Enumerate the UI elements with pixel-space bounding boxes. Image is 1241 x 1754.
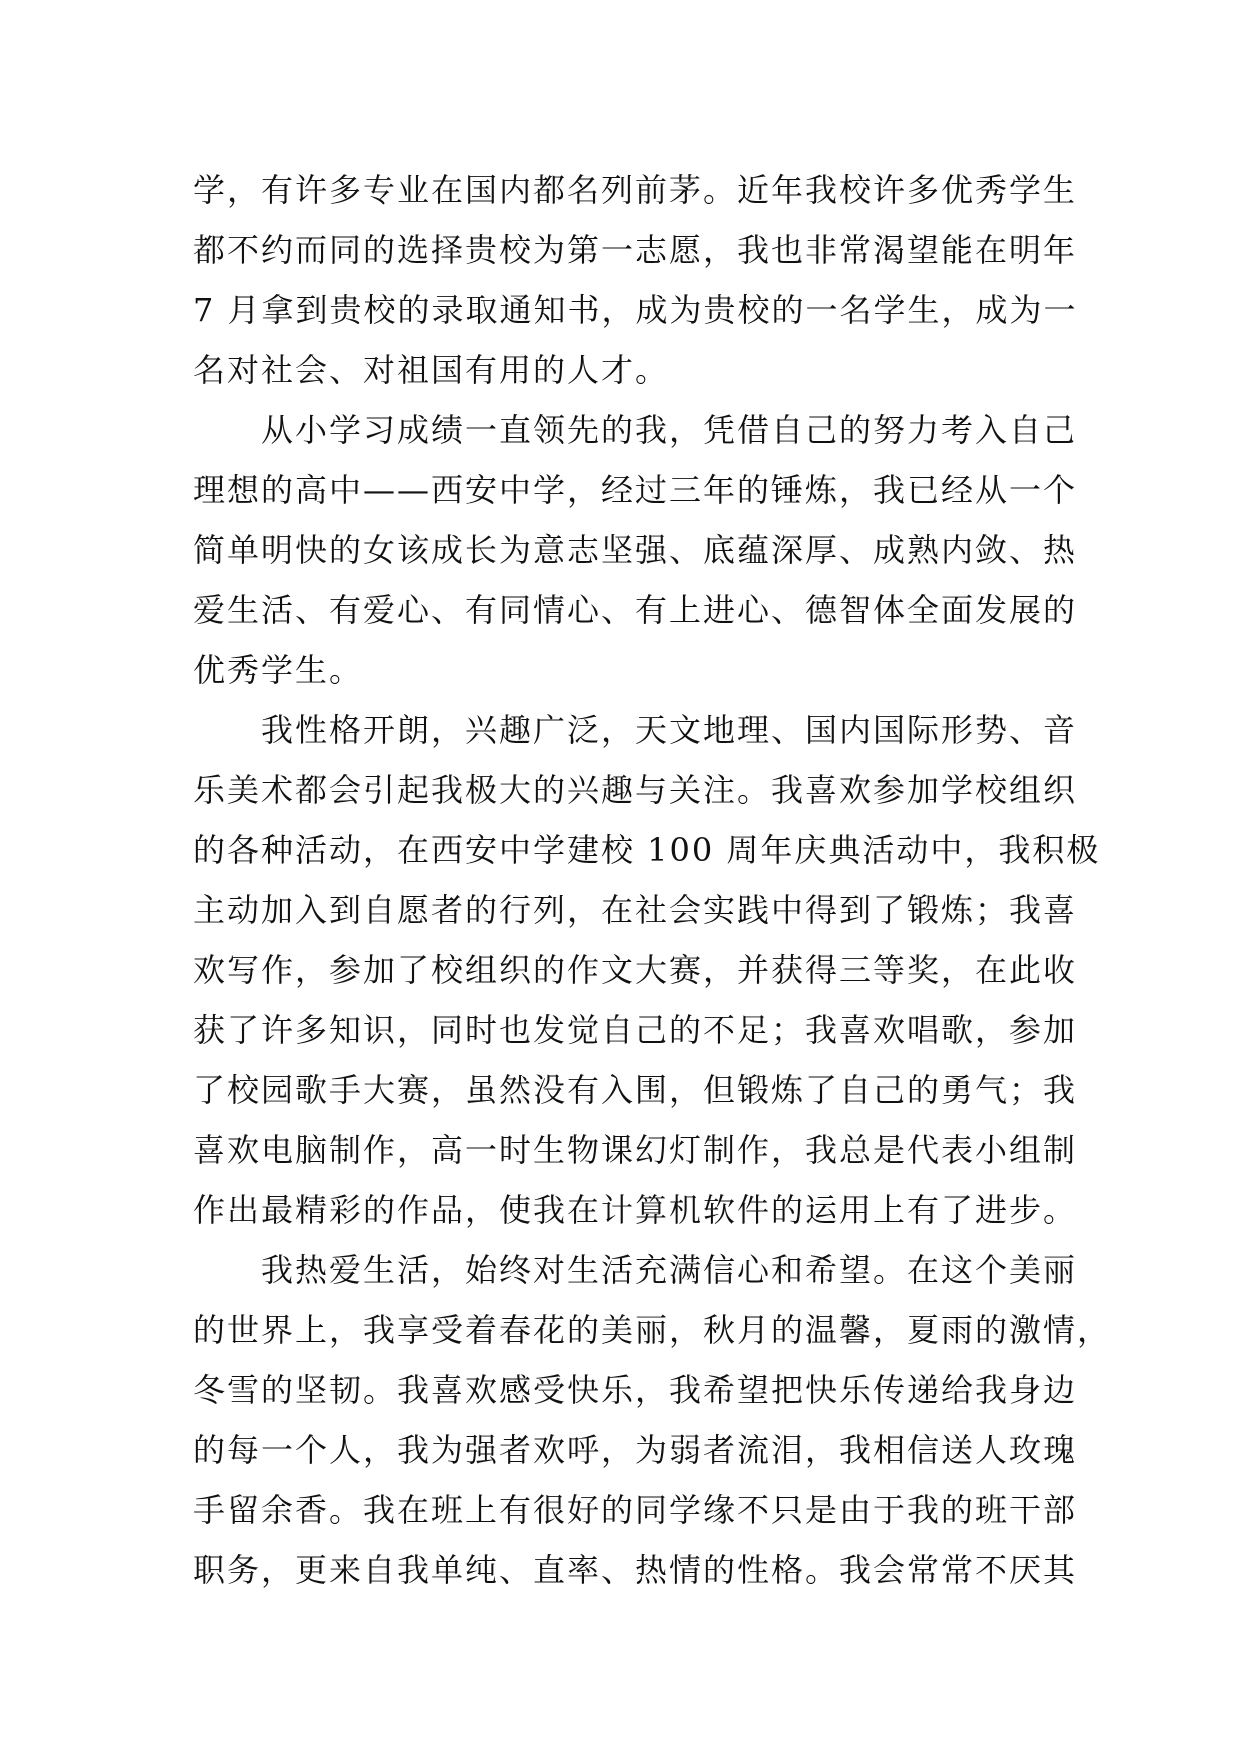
text-line: 冬雪的坚韧。我喜欢感受快乐，我希望把快乐传递给我身边 [193,1371,1078,1409]
text-line: 理想的高中——西安中学，经过三年的锤炼，我已经从一个 [193,471,1078,509]
text-line: 名对社会、对祖国有用的人才。 [193,351,670,389]
text-line: 学，有许多专业在国内都名列前茅。近年我校许多优秀学生 [193,171,1078,209]
paragraph-start-line: 我热爱生活，始终对生活充满信心和希望。在这个美丽 [261,1251,1078,1289]
text-line: 的各种活动，在西安中学建校 100 周年庆典活动中，我积极 [193,831,1101,869]
text-line: 7 月拿到贵校的录取通知书，成为贵校的一名学生，成为一 [193,291,1078,329]
text-line: 作出最精彩的作品，使我在计算机软件的运用上有了进步。 [193,1191,1078,1229]
text-line: 欢写作，参加了校组织的作文大赛，并获得三等奖，在此收 [193,951,1078,989]
text-line: 了校园歌手大赛，虽然没有入围，但锻炼了自己的勇气；我 [193,1071,1078,1109]
paragraph-start-line: 从小学习成绩一直领先的我，凭借自己的努力考入自己 [261,411,1078,449]
text-line: 主动加入到自愿者的行列，在社会实践中得到了锻炼；我喜 [193,891,1078,929]
text-line: 简单明快的女该成长为意志坚强、底蕴深厚、成熟内敛、热 [193,531,1078,569]
paragraph-start-line: 我性格开朗，兴趣广泛，天文地理、国内国际形势、音 [261,711,1078,749]
text-line: 手留余香。我在班上有很好的同学缘不只是由于我的班干部 [193,1491,1078,1529]
text-line: 获了许多知识，同时也发觉自己的不足；我喜欢唱歌，参加 [193,1011,1078,1049]
text-line: 职务，更来自我单纯、直率、热情的性格。我会常常不厌其 [193,1551,1078,1589]
text-line: 的世界上，我享受着春花的美丽，秋月的温馨，夏雨的激情， [193,1311,1112,1349]
body-text [193,160,1112,1600]
text-line: 乐美术都会引起我极大的兴趣与关注。我喜欢参加学校组织 [193,771,1078,809]
text-line: 优秀学生。 [193,651,364,689]
text-line: 都不约而同的选择贵校为第一志愿，我也非常渴望能在明年 [193,231,1078,269]
text-line: 爱生活、有爱心、有同情心、有上进心、德智体全面发展的 [193,591,1078,629]
text-line: 的每一个人，我为强者欢呼，为弱者流泪，我相信送人玫瑰 [193,1431,1078,1469]
text-line: 喜欢电脑制作，高一时生物课幻灯制作，我总是代表小组制 [193,1131,1078,1169]
